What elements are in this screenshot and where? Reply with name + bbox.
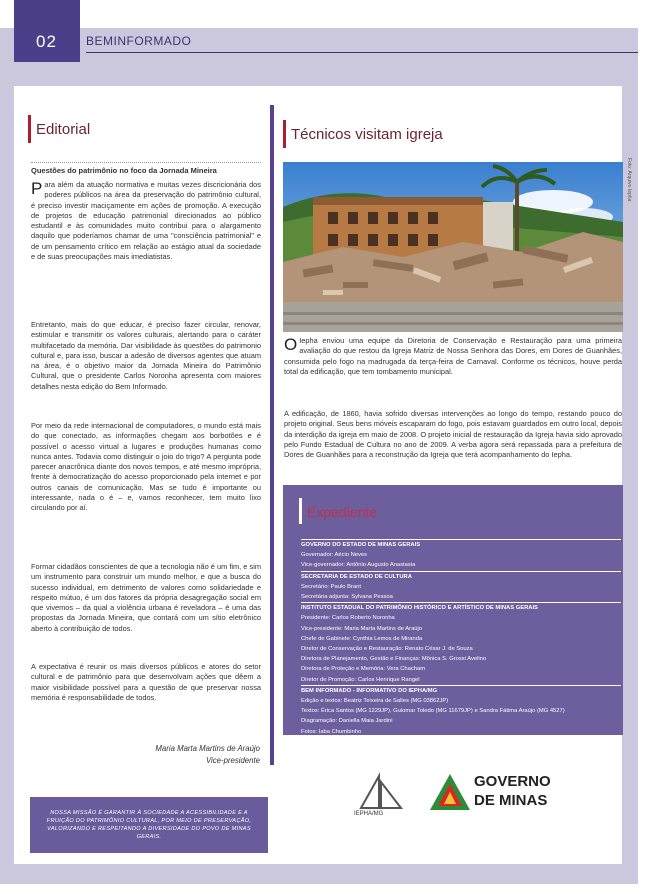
brand-prefix: BEM xyxy=(86,34,114,48)
iepha-logo-label: IEPHA/MG xyxy=(354,811,384,817)
contact-address: Praça da Liberdade, s/nº - 1º andar · CEP: 30140-010 Belo Horizonte - MG xyxy=(355,828,555,834)
column-divider xyxy=(270,105,274,765)
editorial-subtitle: Questões do patrimônio no foco da Jornada Mineira xyxy=(31,162,261,175)
brand-header xyxy=(86,34,191,48)
expediente-accent-bar xyxy=(299,498,302,524)
governo-line-1: GOVERNO xyxy=(474,773,551,790)
editorial-paragraph-2: Entretanto, mais do que educar, é preciso fazer circular, renovar, estimular e transmitir os valores culturais, alertando para o caráter multifacetado da memória. Dar visibilidade às questões do patrimonio cultural e, para isso, buscar a adesão de diversos agentes que atuam na área, é o objetivo maior da Jornada Mineira do Patrimônio Cultural, que o presidente Carlos Noronha apresenta com maiores detalhes nesta edição do Bem Informado. xyxy=(31,320,261,391)
iepha-logo xyxy=(357,772,405,816)
governo-text xyxy=(474,772,551,810)
expediente-title: Expediente xyxy=(307,504,378,520)
expediente-line: Diretora de Planejamento, Gestão e Finanças: Mônica S. Grossi Avelino xyxy=(301,656,487,663)
minas-triangle-icon xyxy=(428,772,472,812)
editorial-paragraph-1 xyxy=(31,180,261,262)
signature-name: Maria Marta Martins de Araújo xyxy=(155,744,260,753)
expediente-line: Secretária adjunta: Sylvana Pessoa xyxy=(301,594,393,601)
expediente-box xyxy=(283,485,623,745)
editorial-title: Editorial xyxy=(36,121,91,138)
editorial-dropcap: P xyxy=(31,179,43,198)
expediente-section-heading: INSTITUTO ESTADUAL DO PATRIMÔNIO HISTÓRICO E ARTÍSTICO DE MINAS GERAIS xyxy=(301,602,621,613)
article-paragraph-2: A edificação, de 1860, havia sofrido diversas intervenções ao longo do tempo, restando pouco do projeto original. Seus bens móveis escaparam do fogo, pois estavam guardados em outro local, depois da interdição da igreja em maio de 2008. O projeto inicial de restauração da Igreja havia sido aprovado pelo Fundo Estadual de Cultura no ano de 2009. A verba agora será repassada para a prefeitura de Dores de Guanhães para a reconstrução da Igreja que terá acompanhamento do Iepha. xyxy=(284,409,622,460)
contact-email: Envie sua sugestão para: jornal@iepha.mg.gov.br xyxy=(388,848,522,854)
expediente-content xyxy=(301,539,621,747)
expediente-section-heading: SECRETARIA DE ESTADO DE CULTURA xyxy=(301,571,621,582)
expediente-line: Impressão em papel Reciclato 90g/m² - Tiragem: 2.500 exemplares - Periodicidade: mensal xyxy=(301,738,537,745)
article-paragraph-1 xyxy=(284,336,622,377)
expediente-line: Textos: Érica Santos (MG 1229JP), Guiomar Toledo (MG 11679JP) e Sandra Fátima Araújo (MG 4527) xyxy=(301,708,565,715)
expediente-line: Presidente: Carlos Roberto Noronha xyxy=(301,615,395,622)
editorial-paragraph-4: Formar cidadãos conscientes de que a tecnologia não é um fim, e sim um instrumento para construir um mundo melhor, e que a busca do sucesso individual, em detrimento de valores como solidariedade e respeito mútuo, é um dos fatores da própria desagregação social em que vivemos – da qual a violência urbana é reveladora – é uma das propostas da Jornada Mineira, que contará com um sítio eletrônico aberto à contribuição de todos. xyxy=(31,562,261,633)
page-number-box xyxy=(14,0,80,62)
expediente-line: Edição e textos: Beatriz Teixeira de Salles (MG 03862JP) xyxy=(301,698,449,705)
expediente-line: Diretor de Promoção: Carlos Henrique Rangel xyxy=(301,676,420,683)
photo-credit: Foto: Arquivo Iepha xyxy=(626,158,632,202)
expediente-line: Fotos: Iaba Chumbinho xyxy=(301,728,362,735)
contact-phone: Tel: 31 3235.2800 | Fax: 31 3235.2808 | www.iepha.mg.gov.br xyxy=(372,838,538,844)
expediente-section-heading: GOVERNO DO ESTADO DE MINAS GERAIS xyxy=(301,539,621,550)
expediente-line: Chefe de Gabinete: Cynthia Lemos de Miranda xyxy=(301,635,423,642)
expediente-line: Governador: Aécio Neves xyxy=(301,552,368,559)
governo-line-2: DE MINAS xyxy=(474,792,548,809)
expediente-line: Diretora de Proteção e Memória: Vera Chacham xyxy=(301,666,426,673)
article-title: Técnicos visitam igreja xyxy=(291,126,443,143)
editorial-paragraph-5: A expectativa é reunir os mais diversos públicos e atores do setor cultural e de patrimônio para que desenvolvam ações que dêem a maior visibilidade possível para a questão de que preservar nossa memória é responsabilidade de todos. xyxy=(31,662,261,702)
paragraph-text: Iepha enviou uma equipe da Diretoria de Conservação e Restauração para uma primeira avaliação do que restou da Igreja Matriz de Nossa Senhora das Dores, em Dores de Guanhães, consumida pelo fogo na madrugada da terça-feira de Carnaval. Conforme os técnicos, houve perda total da edificação, que tem tombamento municipal. xyxy=(284,336,622,376)
expediente-line: Vice-presidente: Maria Marta Martins de Araújo xyxy=(301,625,423,632)
article-dropcap: O xyxy=(284,335,298,354)
expediente-section-heading: BEM INFORMADO - INFORMATIVO DO IEPHA/MG xyxy=(301,685,621,696)
church-ruins-photo xyxy=(283,162,623,332)
photo-illustration xyxy=(283,162,623,332)
mission-statement: NOSSA MISSÃO É GARANTIR À SOCIEDADE A ACESSIBILIDADE E A FRUIÇÃO DO PATRIMÔNIO CULTURAL, POR MEIO DE PRESERVAÇÃO, VALORIZANDO E RESPEITANDO A DIVERSIDADE DO POVO DE MINAS GERAIS. xyxy=(30,797,268,853)
contact-info xyxy=(300,826,610,856)
iepha-logo-mark xyxy=(357,772,405,812)
brand-suffix: INFORMADO xyxy=(113,34,192,48)
page-number: 02 xyxy=(36,32,57,51)
signature-role: Vice-presidente xyxy=(205,756,260,765)
editorial-paragraph-3: Por meio da rede internacional de computadores, o mundo está mais do que conectado, as informações chegam aos borbotões e é possível o acesso virtual a lugares e produções humanas como nunca antes. Todavia como distinguir o joio do trigo? A pergunta pode parecer anacrônica diante dos novos tempos, e até mesmo imprópria, frente à democratização do acesso proporcionado pela internet e por outros canais de comunicação. Mas se tudo é importante ou interessante, nada o é – e, vamos reconhecer, tem muito lixo circulando por aí. xyxy=(31,421,261,513)
expediente-line: Diretor de Conservação e Restauração: Renato César J. de Souza xyxy=(301,646,473,653)
governo-minas-logo xyxy=(428,772,551,816)
expediente-line: Secretário: Paulo Brant xyxy=(301,583,361,590)
paragraph-text: ara além da atuação normativa e muitas vezes discricionária dos poderes públicos na área da preservação do patrimônio cultural, é preciso investir maciçamente em ações de promoção. A execução de projetos de educação patrimonial direcionados ao público estudantil e às comunidades muito contribui para o alargamento daquilo que poderíamos chamar de uma "consciência patrimonial" e de um pensamento crítico em relação ao estágio atual da sociedade e de suas preocupações mais imediatistas. xyxy=(31,180,261,262)
expediente-line: Vice-governador: Antônio Augusto Anastasia xyxy=(301,562,416,569)
expediente-line: Diagramação: Daniella Maia Jardini xyxy=(301,718,393,725)
brand-rule xyxy=(86,52,638,53)
